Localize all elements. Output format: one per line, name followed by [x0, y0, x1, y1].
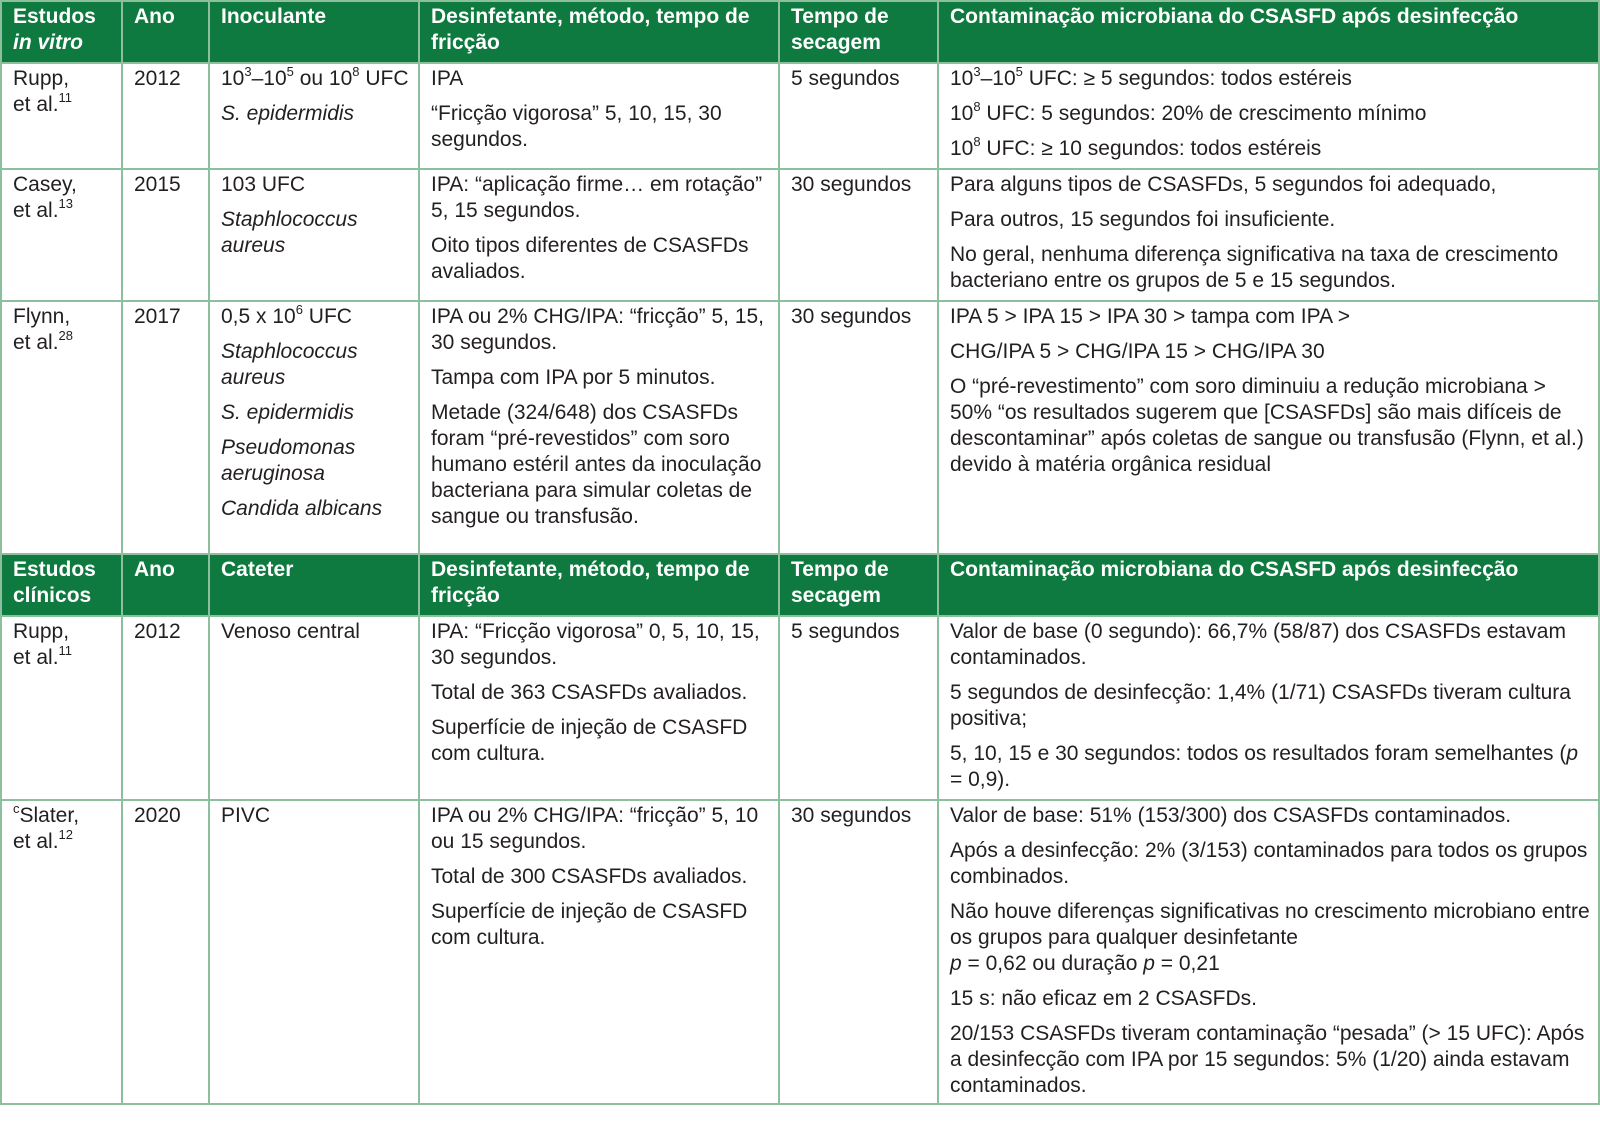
study-ref: 12 [58, 827, 73, 842]
study-cell [1, 63, 122, 169]
disinfectant-line: Superfície de injeção de CSASFD com cultura. [431, 900, 748, 949]
disinfectant-line: IPA: “Fricção vigorosa” 0, 5, 10, 15, 30 segundos. [431, 620, 760, 669]
study-ref: 28 [58, 328, 73, 343]
inoculant-organism: Pseudomonas aeruginosa [221, 436, 356, 485]
catheter-cell: Venoso central [209, 616, 419, 800]
year-cell: 2017 [122, 301, 209, 554]
header-year: Ano [122, 1, 209, 63]
contamination-line: O “pré-revestimento” com soro diminuiu a redução microbiana > 50% “os resultados sugerem que [CSASFDs] são mais difíceis de descontaminar” após coletas de sangue ou transfusão (Flynn, et al.) devido à matéria orgânica residual [950, 375, 1584, 476]
contamination-cell [938, 800, 1599, 1104]
contamination-line: 20/153 CSASFDs tiveram contaminação “pesada” (> 15 UFC): Após a desinfecção com IPA por 15 segundos: 5% (1/20) ainda estavam contaminados. [950, 1022, 1585, 1097]
drying-cell: 5 segundos [779, 63, 938, 169]
contamination-line: $10^8$ UFC: ≥ 10 segundos: todos estéreis [950, 134, 1322, 160]
disinfectant-line: Tampa com IPA por 5 minutos. [431, 366, 716, 389]
inoculant-cell [209, 301, 419, 554]
study-cell [1, 616, 122, 800]
study-name: Rupp, [13, 620, 70, 643]
contamination-line: Não houve diferenças significativas no crescimento microbiano entre os grupos para qualquer desinfetante p = 0,62 ou duração p = 0,21 [950, 900, 1590, 975]
study-cell [1, 169, 122, 301]
clinical-header-row [1, 554, 1599, 616]
inoculant-organism: Candida albicans [221, 497, 383, 520]
header-disinfectant: Desinfetante, método, tempo de fricção [419, 1, 779, 63]
inoculant-cell [209, 63, 419, 169]
year-cell: 2012 [122, 63, 209, 169]
inoculant-count: 0,5 x $10^6$ UFC [221, 302, 352, 328]
invitro-header-row [1, 1, 1599, 63]
contamination-line: 5 segundos de desinfecção: 1,4% (1/71) CSASFDs tiveram cultura positiva; [950, 681, 1571, 730]
header-study-line1: Estudos [13, 558, 96, 581]
disinfectant-line: Superfície de injeção de CSASFD com cultura. [431, 716, 748, 765]
study-cell [1, 800, 122, 1104]
study-etal: et al. [13, 646, 59, 669]
inoculant-organism: S. epidermidis [221, 401, 355, 424]
study-cell [1, 301, 122, 554]
study-etal: et al. [13, 331, 59, 354]
contamination-line: CHG/IPA 5 > CHG/IPA 15 > CHG/IPA 30 [950, 340, 1325, 363]
contamination-line: $10^3-10^5$ UFC: ≥ 5 segundos: todos estéreis [950, 64, 1352, 90]
header-drying-time: Tempo de secagem [779, 554, 938, 616]
inoculant-cell [209, 169, 419, 301]
year-cell: 2012 [122, 616, 209, 800]
study-ref: 11 [58, 90, 73, 105]
inoculant-organism: Staphlococcus aureus [221, 208, 358, 257]
table-row [1, 169, 1599, 301]
inoculant-count: $10^3-10^5$ ou $10^8$ UFC [221, 64, 409, 90]
study-name: Casey, [13, 173, 77, 196]
inoculant-count: 103 UFC [221, 173, 306, 196]
header-disinfectant: Desinfetante, método, tempo de fricção [419, 554, 779, 616]
table-row [1, 301, 1599, 554]
disinfectant-cell [419, 63, 779, 169]
disinfectant-line: IPA ou 2% CHG/IPA: “fricção” 5, 10 ou 15 segundos. [431, 804, 759, 853]
disinfectant-line: IPA ou 2% CHG/IPA: “fricção” 5, 15, 30 segundos. [431, 305, 765, 354]
inoculant-organism: Staphlococcus aureus [221, 340, 358, 389]
catheter-cell: PIVC [209, 800, 419, 1104]
drying-cell: 30 segundos [779, 169, 938, 301]
disinfectant-cell [419, 616, 779, 800]
disinfectant-cell [419, 800, 779, 1104]
study-prefix: c [13, 801, 20, 816]
study-ref: 13 [58, 196, 73, 211]
disinfectant-line: IPA [431, 67, 464, 90]
contamination-line: Valor de base (0 segundo): 66,7% (58/87) dos CSASFDs estavam contaminados. [950, 620, 1566, 669]
drying-cell: 5 segundos [779, 616, 938, 800]
contamination-line: Para alguns tipos de CSASFDs, 5 segundos foi adequado, [950, 173, 1497, 196]
inoculant-organism: S. epidermidis [221, 102, 355, 125]
contamination-line: 5, 10, 15 e 30 segundos: todos os resultados foram semelhantes (p = 0,9). [950, 742, 1579, 791]
header-contamination: Contaminação microbiana do CSASFD após desinfecção [938, 554, 1599, 616]
header-study-line2: in vitro [13, 31, 84, 54]
table-row [1, 800, 1599, 1104]
header-drying-time: Tempo de secagem [779, 1, 938, 63]
contamination-cell [938, 63, 1599, 169]
table-row [1, 63, 1599, 169]
study-name: Rupp, [13, 67, 70, 90]
header-inoculant: Inoculante [209, 1, 419, 63]
year-cell: 2015 [122, 169, 209, 301]
disinfectant-line: Metade (324/648) dos CSASFDs foram “pré-revestidos” com soro humano estéril antes da inoculação bacteriana para simular coletas de sangue ou transfusão. [431, 401, 762, 528]
contamination-line: Para outros, 15 segundos foi insuficiente. [950, 208, 1336, 231]
disinfectant-line: “Fricção vigorosa” 5, 10, 15, 30 segundos. [431, 102, 722, 151]
header-study [1, 1, 122, 63]
study-ref: 11 [58, 643, 73, 658]
drying-cell: 30 segundos [779, 301, 938, 554]
disinfectant-line: Oito tipos diferentes de CSASFDs avaliados. [431, 234, 749, 283]
contamination-line: IPA 5 > IPA 15 > IPA 30 > tampa com IPA > [950, 305, 1351, 328]
header-study-line2: clínicos [13, 584, 92, 607]
header-year: Ano [122, 554, 209, 616]
study-etal: et al. [13, 93, 59, 116]
header-study [1, 554, 122, 616]
contamination-cell [938, 616, 1599, 800]
study-etal: et al. [13, 199, 59, 222]
header-study-line1: Estudos [13, 5, 96, 28]
study-etal: et al. [13, 830, 59, 853]
contamination-cell [938, 301, 1599, 554]
year-cell: 2020 [122, 800, 209, 1104]
disinfectant-cell [419, 301, 779, 554]
study-name: Slater, [19, 804, 80, 827]
contamination-line: $10^8$ UFC: 5 segundos: 20% de crescimento mínimo [950, 99, 1427, 125]
contamination-cell [938, 169, 1599, 301]
contamination-line: No geral, nenhuma diferença significativa na taxa de crescimento bacteriano entre os grupos de 5 e 15 segundos. [950, 243, 1559, 292]
header-contamination: Contaminação microbiana do CSASFD após desinfecção [938, 1, 1599, 63]
header-catheter: Cateter [209, 554, 419, 616]
disinfectant-cell [419, 169, 779, 301]
contamination-line: 15 s: não eficaz em 2 CSASFDs. [950, 987, 1257, 1010]
disinfectant-line: Total de 300 CSASFDs avaliados. [431, 865, 748, 888]
contamination-line: Após a desinfecção: 2% (3/153) contaminados para todos os grupos combinados. [950, 839, 1588, 888]
disinfectant-line: IPA: “aplicação firme… em rotação” 5, 15 segundos. [431, 173, 763, 222]
contamination-line: Valor de base: 51% (153/300) dos CSASFDs contaminados. [950, 804, 1512, 827]
table-row [1, 616, 1599, 800]
study-name: Flynn, [13, 305, 71, 328]
drying-cell: 30 segundos [779, 800, 938, 1104]
disinfectant-line: Total de 363 CSASFDs avaliados. [431, 681, 748, 704]
